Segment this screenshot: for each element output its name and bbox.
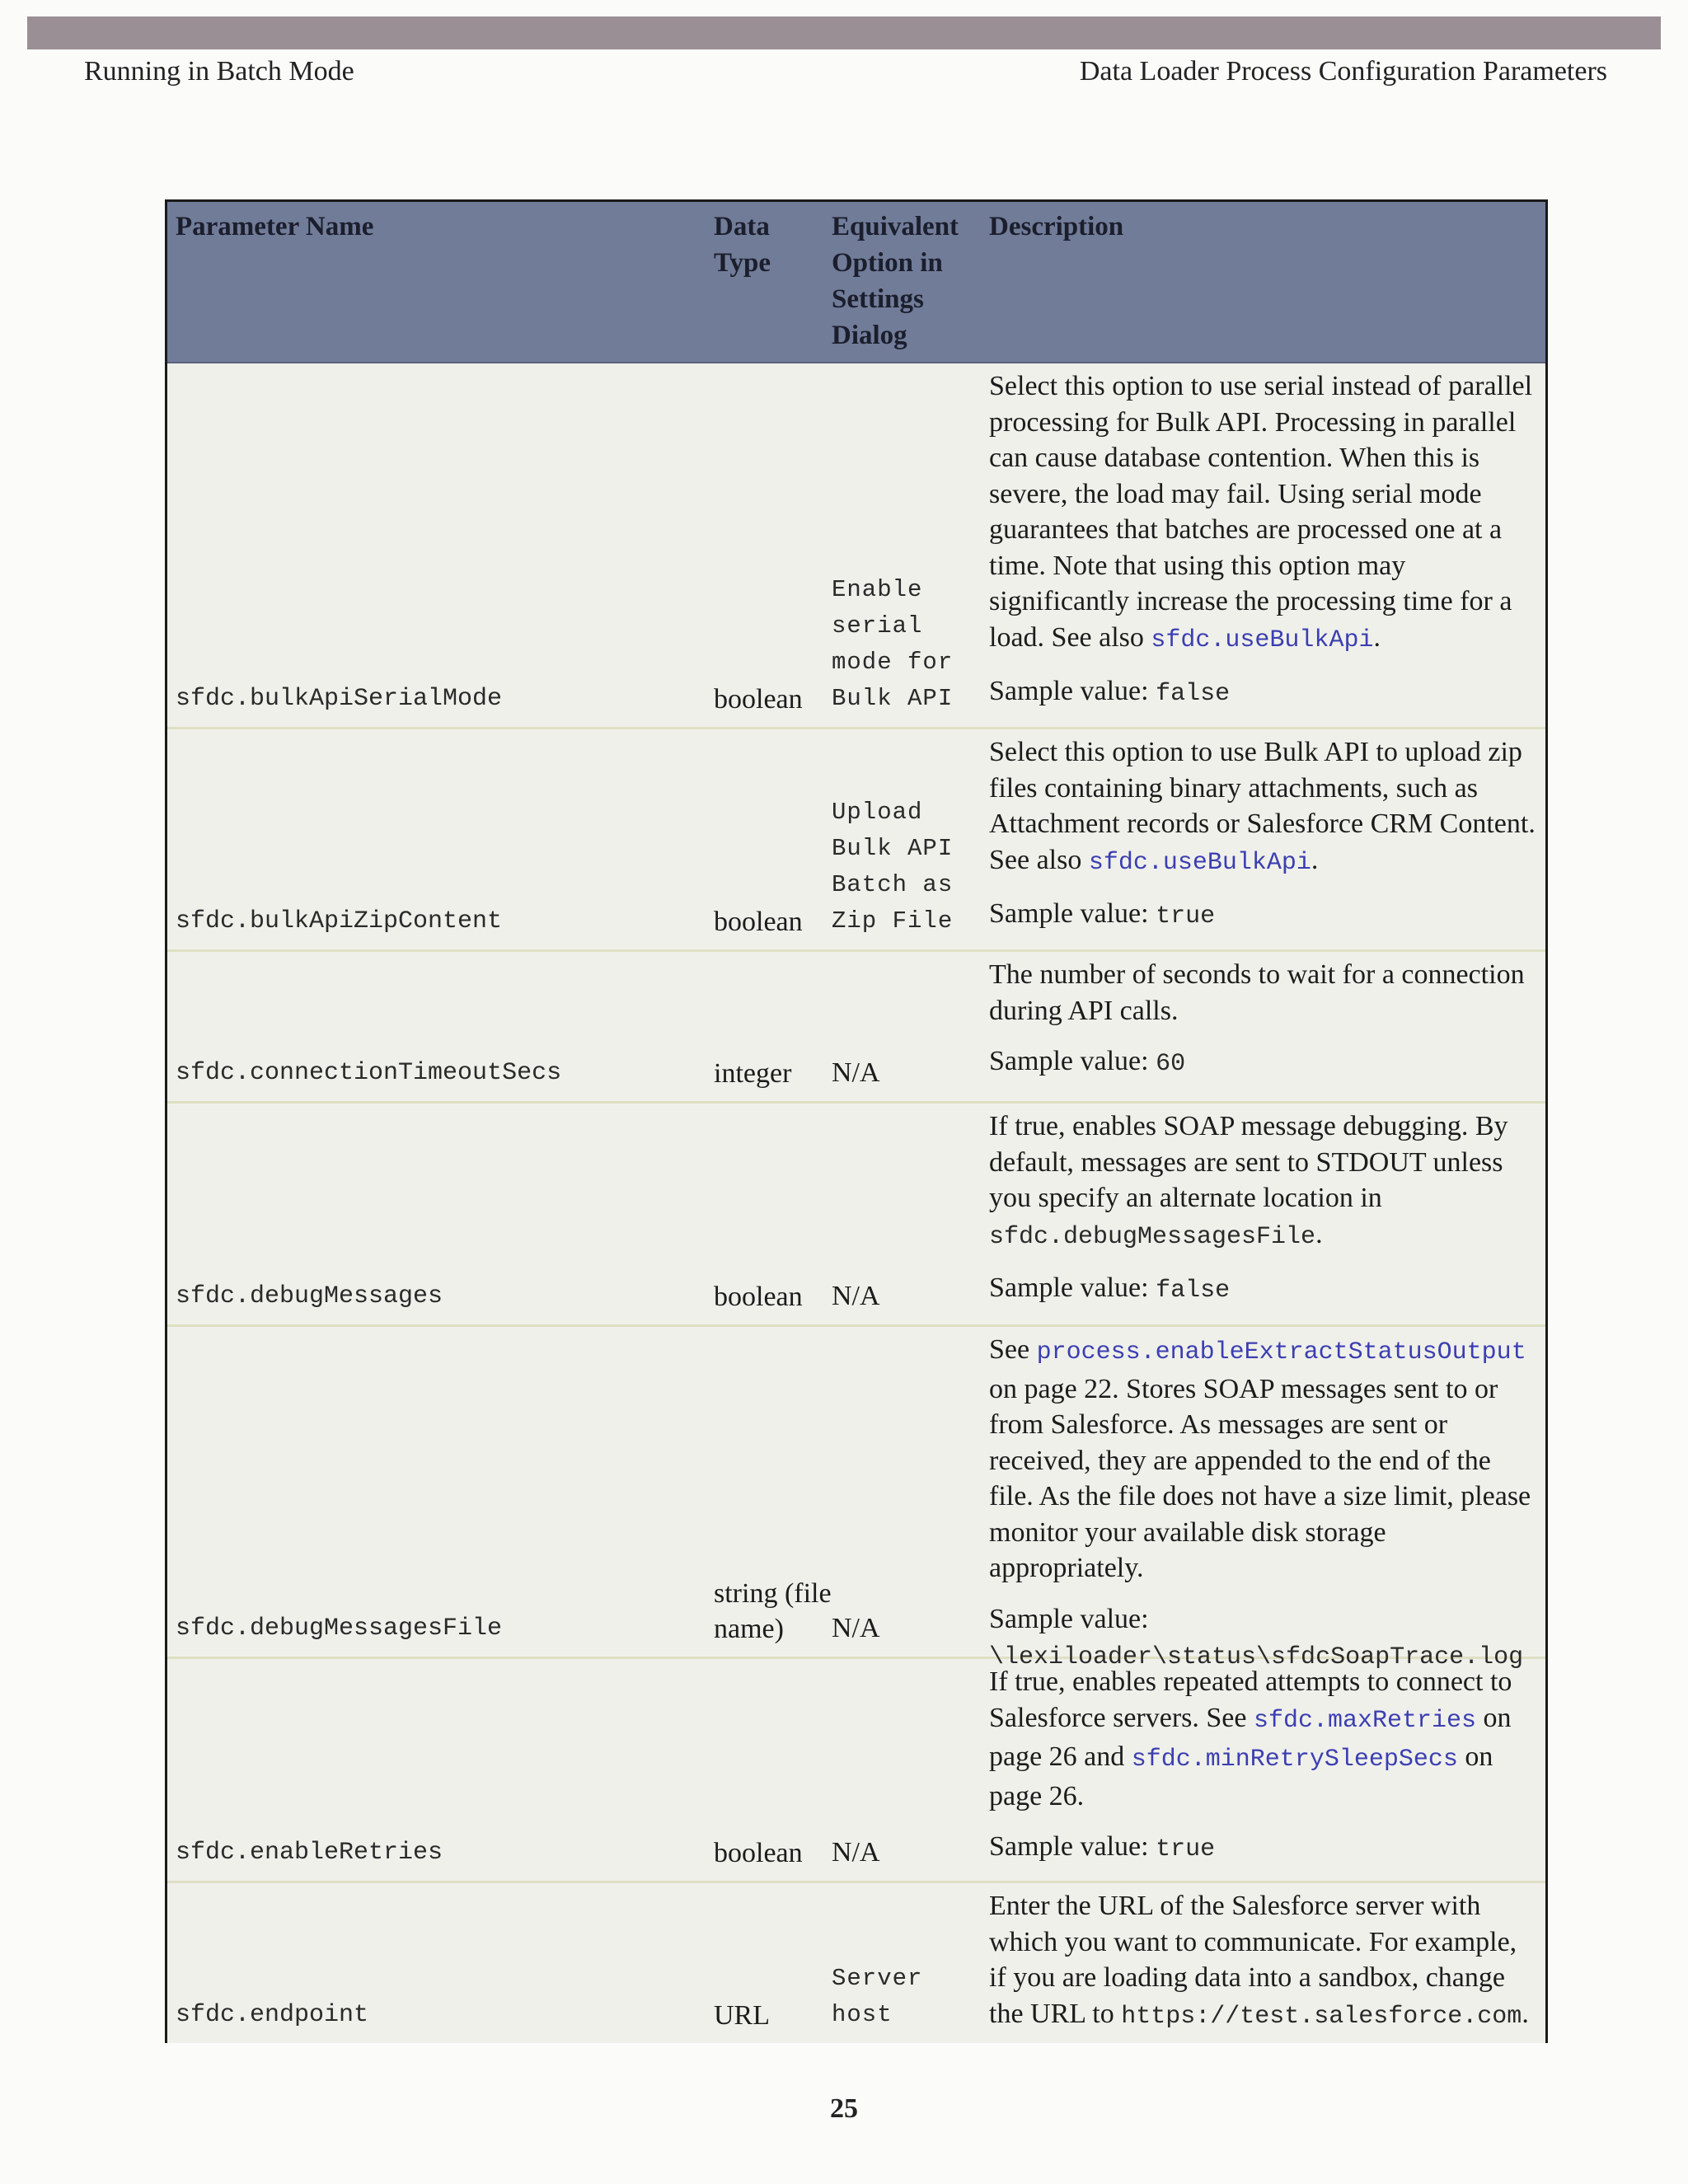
description — [989, 1883, 1540, 2043]
description-text: on page 22. Stores SOAP messages sent to or from Salesforce. As messages are sent or received, they are appended to the end of the file. As the file does not have a size limit, please monitor your available disk storage appropriately. — [989, 1373, 1531, 1583]
column-header-equivalent-option: Equivalent Option in Settings Dialog — [832, 212, 959, 350]
column-header-data-type: Data Type — [714, 212, 771, 278]
sample-value: true — [1156, 1835, 1216, 1863]
description-text: Enter the URL of the Salesforce server with which you want to communicate. For example, if you are loading data into a sandbox, change the URL to — [989, 1891, 1517, 2029]
parameter-link[interactable]: sfdc.maxRetries — [1253, 1706, 1477, 1735]
table-row — [167, 952, 1545, 1104]
sample-value: 60 — [1156, 1050, 1186, 1078]
description-text: . — [1373, 621, 1381, 653]
sample-value: true — [1156, 902, 1216, 930]
data-type: boolean — [714, 1282, 803, 1312]
settings-option: N/A — [832, 1837, 880, 1868]
sample-value: false — [1156, 1277, 1231, 1305]
parameter-link[interactable]: process.enableExtractStatusOutput — [1036, 1338, 1526, 1366]
description-text: on page 26. — [989, 1741, 1493, 1811]
running-head-left: Running in Batch Mode — [84, 56, 354, 87]
sample-label: Sample value: — [989, 676, 1156, 706]
description-text: . — [1522, 1998, 1529, 2029]
sample-label: Sample value: — [989, 1046, 1156, 1076]
column-header-description: Description — [989, 212, 1124, 241]
settings-option: N/A — [832, 1057, 880, 1088]
parameter-name: sfdc.debugMessagesFile — [176, 1615, 503, 1643]
table-row — [167, 1659, 1545, 1883]
data-type: boolean — [714, 1838, 803, 1868]
description-text: . — [1315, 1218, 1323, 1249]
table-row — [167, 1104, 1545, 1327]
table-row — [167, 1883, 1545, 2043]
data-type: boolean — [714, 684, 803, 715]
top-bar — [27, 16, 1661, 49]
page-number: 25 — [830, 2093, 858, 2124]
table-row — [167, 363, 1545, 729]
data-type: string (file name) — [714, 1578, 832, 1644]
description — [989, 1327, 1540, 1671]
sample-label: Sample value: — [989, 1272, 1156, 1303]
description — [989, 729, 1540, 949]
parameter-name: sfdc.connectionTimeoutSecs — [176, 1059, 562, 1087]
parameter-name: sfdc.endpoint — [176, 2001, 369, 2029]
table-row — [167, 1327, 1545, 1671]
settings-option: N/A — [832, 1613, 880, 1643]
description-text: on page 26 and — [989, 1702, 1512, 1772]
sample-label: Sample value: — [989, 1831, 1156, 1862]
column-header-parameter-name: Parameter Name — [176, 212, 374, 241]
description-text: See — [989, 1334, 1037, 1365]
running-head-right: Data Loader Process Configuration Parameters — [1079, 56, 1607, 87]
description — [989, 1659, 1540, 1881]
description — [989, 952, 1540, 1101]
data-type: integer — [714, 1058, 792, 1089]
description-text: Select this option to use Bulk API to upload zip files containing binary attachments, such as Attachment records or Salesforce CRM Content. See also — [989, 737, 1536, 875]
parameter-name: sfdc.enableRetries — [176, 1839, 443, 1867]
parameters-table — [165, 199, 1548, 2043]
description-text: . — [1311, 844, 1319, 875]
description-text: Select this option to use serial instead of parallel processing for Bulk API. Processing in parallel can cause database contention. When this is severe, the load may fail. Using serial mode guarantees that batches are processed one at a time. Note that using this option may significantly increase the processing time for a load. See also — [989, 371, 1533, 653]
parameter-link[interactable]: sfdc.useBulkApi — [1151, 626, 1374, 654]
description — [989, 363, 1540, 727]
settings-option: Upload Bulk API Batch as Zip File — [832, 799, 954, 935]
sample-label: Sample value: — [989, 898, 1156, 929]
table-header — [167, 202, 1545, 363]
data-type: URL — [714, 2000, 770, 2031]
description-text: If true, enables repeated attempts to connect to Salesforce servers. See — [989, 1666, 1512, 1733]
parameter-code: https://test.salesforce.com — [1121, 2002, 1522, 2031]
sample-label: Sample value: — [989, 1603, 1149, 1634]
parameter-link[interactable]: sfdc.minRetrySleepSecs — [1131, 1746, 1458, 1774]
table-row — [167, 729, 1545, 952]
parameter-name: sfdc.bulkApiSerialMode — [176, 685, 503, 713]
settings-option: N/A — [832, 1281, 880, 1311]
parameter-code: sfdc.debugMessagesFile — [989, 1222, 1316, 1251]
description-text: The number of seconds to wait for a connection during API calls. — [989, 959, 1525, 1026]
settings-option: Server host — [832, 1965, 923, 2028]
parameter-name: sfdc.debugMessages — [176, 1282, 443, 1310]
description-text: If true, enables SOAP message debugging. By default, messages are sent to STDOUT unless you specify an alternate location in — [989, 1111, 1508, 1213]
data-type: boolean — [714, 907, 803, 937]
parameter-name: sfdc.bulkApiZipContent — [176, 907, 503, 935]
sample-value: false — [1156, 680, 1231, 708]
sample-value: \lexiloader\status\sfdcSoapTrace.log — [989, 1643, 1524, 1671]
parameter-link[interactable]: sfdc.useBulkApi — [1088, 848, 1311, 877]
settings-option: Enable serial mode for Bulk API — [832, 576, 954, 712]
description — [989, 1104, 1540, 1324]
